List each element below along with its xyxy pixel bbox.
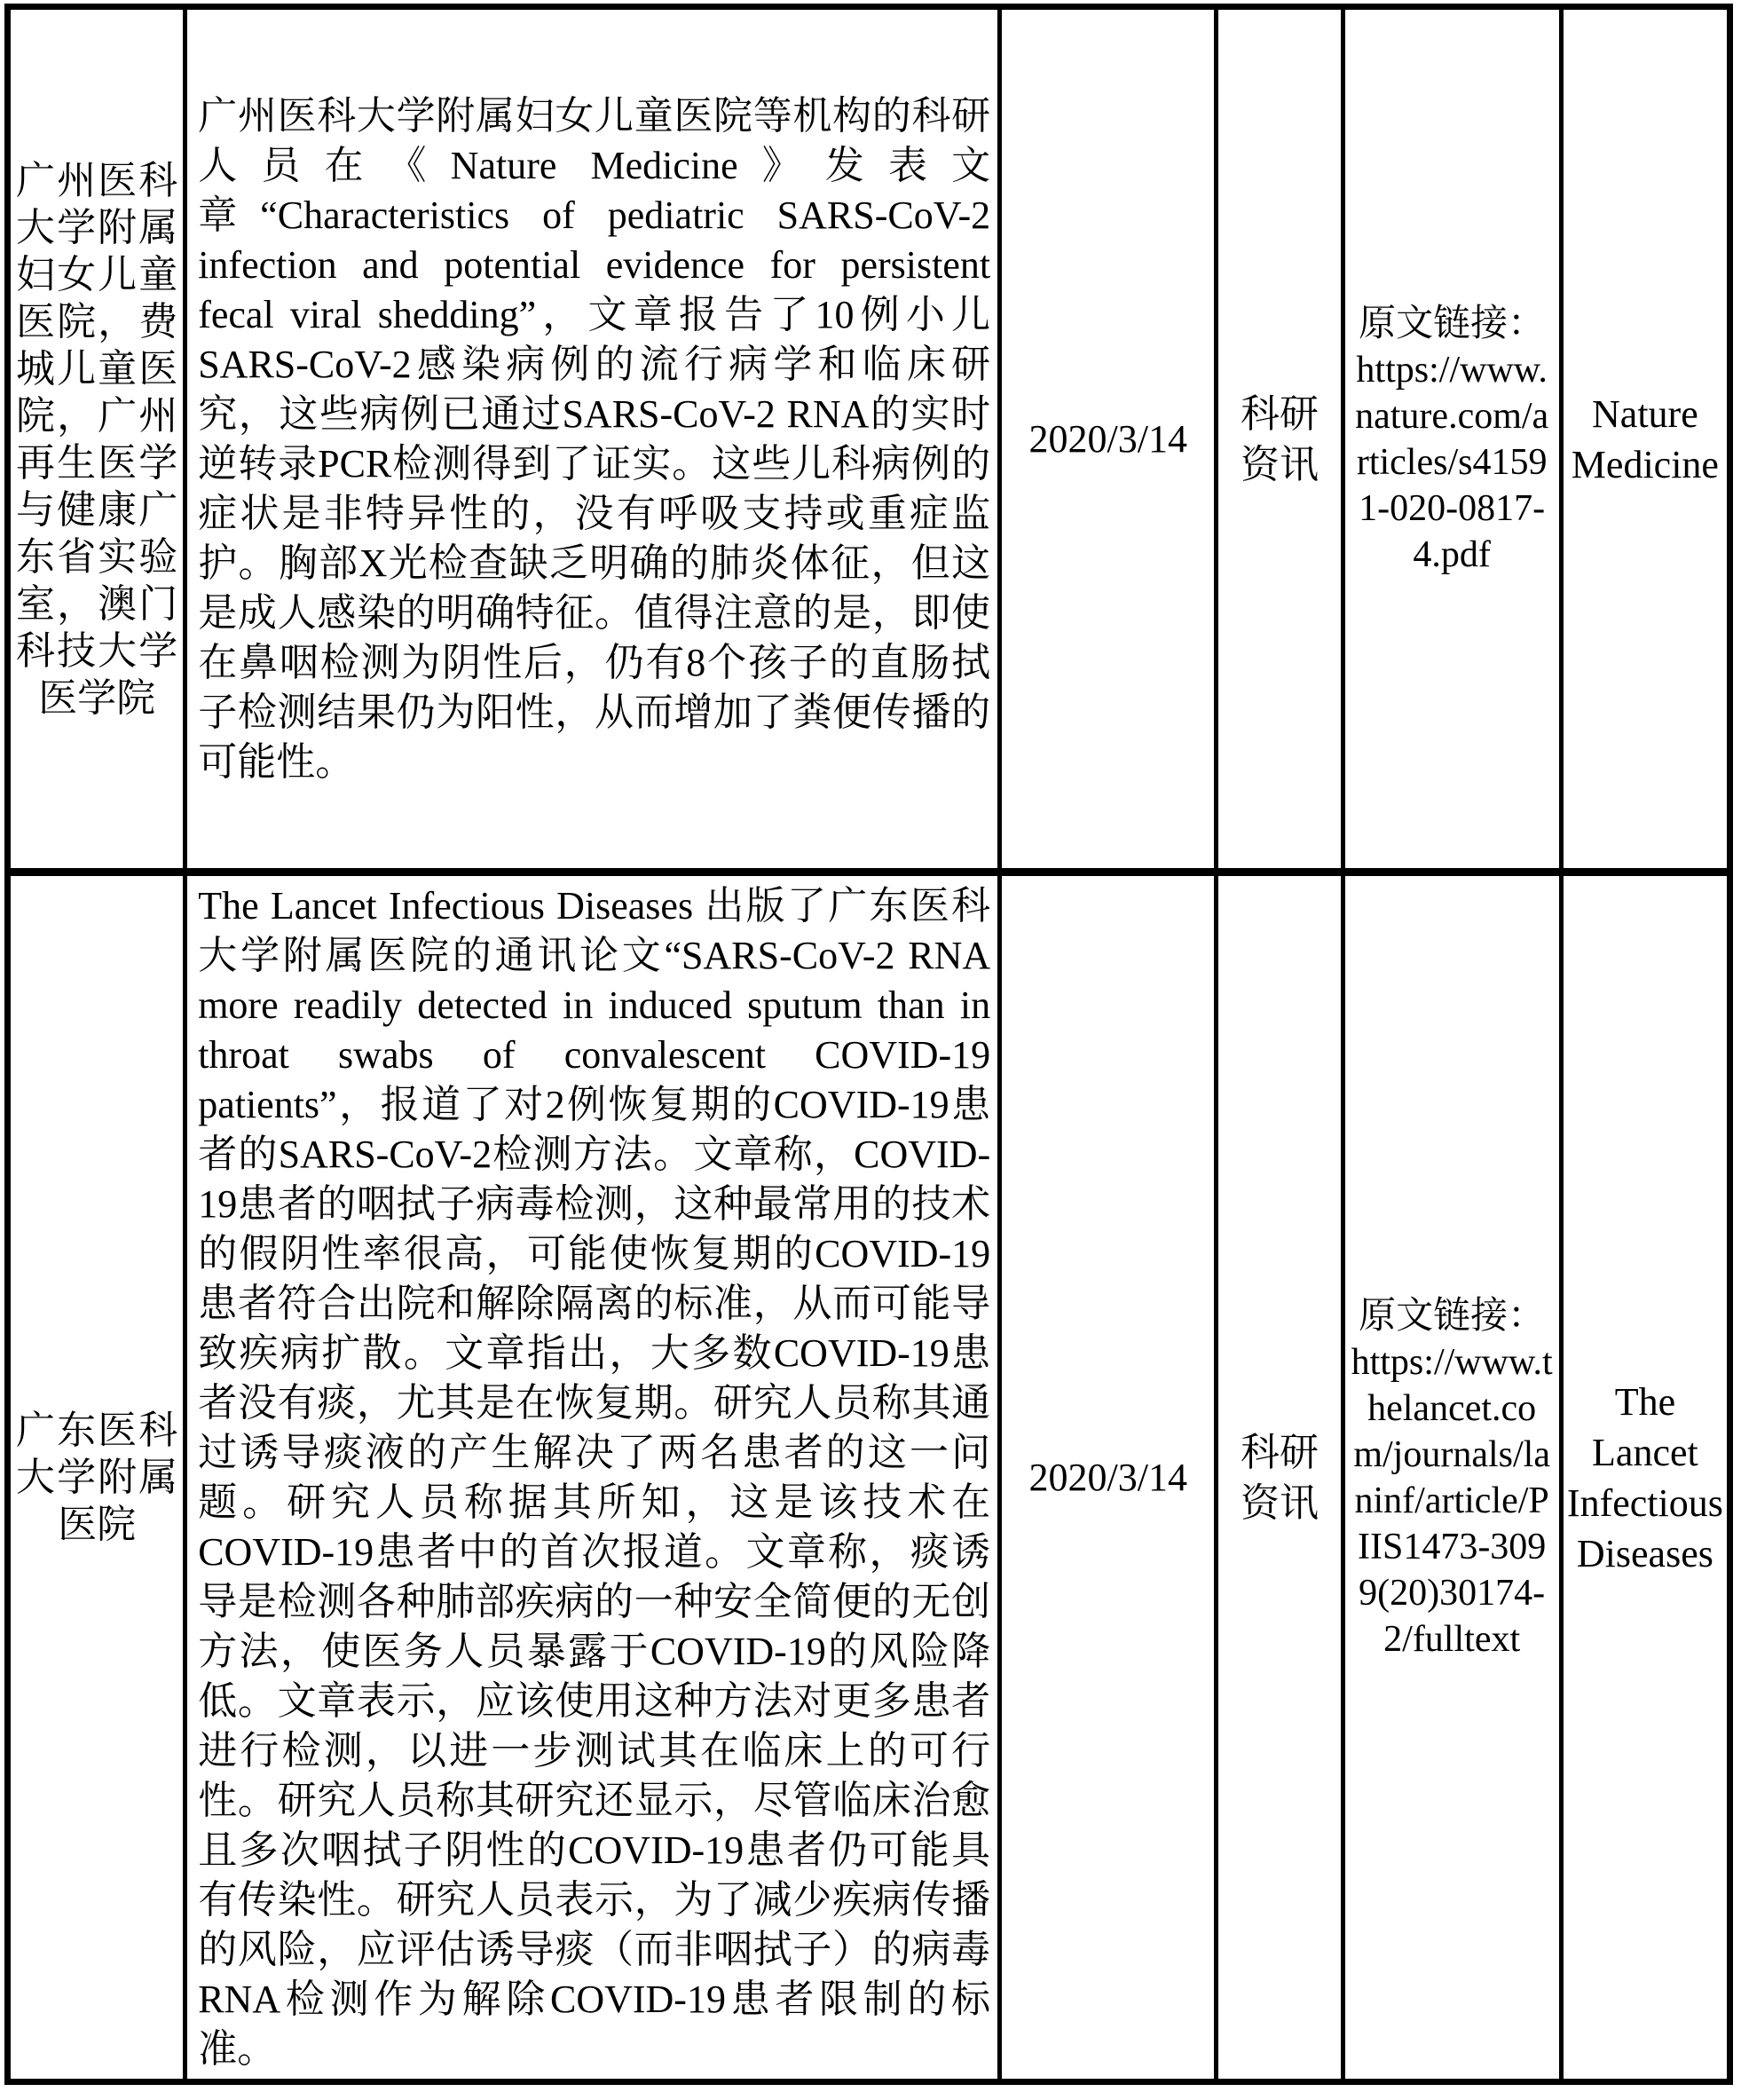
publications-table xyxy=(4,4,1733,2085)
journal-cell: Nature Medicine xyxy=(1561,7,1729,872)
institution-cell: 广东医科大学附属医院 xyxy=(8,872,185,2082)
date-cell: 2020/3/14 xyxy=(1000,7,1217,872)
description-cell: The Lancet Infectious Diseases 出版了广东医科大学附属医院的通讯论文“SARS-CoV-2 RNA more readily detected in induced sputum than in throat swabs of convalescent COVID-19 patients”，报道了对2例恢复期的COVID-19患者的SARS-CoV-2检测方法。文章称，COVID-19患者的咽拭子病毒检测，这种最常用的技术的假阴性率很高，可能使恢复期的COVID-19患者符合出院和解除隔离的标准，从而可能导致疾病扩散。文章指出，大多数COVID-19患者没有痰，尤其是在恢复期。研究人员称其通过诱导痰液的产生解决了两名患者的这一问题。研究人员称据其所知，这是该技术在COVID-19患者中的首次报道。文章称，痰诱导是检测各种肺部疾病的一种安全简便的无创方法，使医务人员暴露于COVID-19的风险降低。文章表示，应该使用这种方法对更多患者进行检测，以进一步测试其在临床上的可行性。研究人员称其研究还显示，尽管临床治愈且多次咽拭子阴性的COVID-19患者仍可能具有传染性。研究人员表示，为了减少疾病传播的风险，应评估诱导痰（而非咽拭子）的病毒RNA检测作为解除COVID-19患者限制的标准。 xyxy=(185,872,1000,2082)
institution-cell: 广州医科大学附属妇女儿童医院，费城儿童医院，广州再生医学与健康广东省实验室，澳门科技大学医学院 xyxy=(8,7,185,872)
description-cell: 广州医科大学附属妇女儿童医院等机构的科研人员在《Nature Medicine》发表文章“Characteristics of pediatric SARS-CoV-2 infection and potential evidence for persistent fecal viral shedding”，文章报告了10例小儿SARS-CoV-2感染病例的流行病学和临床研究，这些病例已通过SARS-CoV-2 RNA的实时逆转录PCR检测得到了证实。这些儿科病例的症状是非特异性的，没有呼吸支持或重症监护。胸部X光检查缺乏明确的肺炎体征，但这是成人感染的明确特征。值得注意的是，即使在鼻咽检测为阴性后，仍有8个孩子的直肠拭子检测结果仍为阳性，从而增加了粪便传播的可能性。 xyxy=(185,7,1000,872)
link-label: 原文链接： xyxy=(1359,303,1546,344)
link-url: https://www.nature.com/articles/s41591-020-0817-4.pdf xyxy=(1355,349,1549,575)
link-cell xyxy=(1343,7,1561,872)
category-cell: 科研资讯 xyxy=(1217,872,1343,2082)
table-row xyxy=(8,872,1730,2082)
date-cell: 2020/3/14 xyxy=(1000,872,1217,2082)
link-label: 原文链接： xyxy=(1359,1295,1546,1337)
link-cell xyxy=(1343,872,1561,2082)
link-url: https://www.thelancet.com/journals/laninf/article/PIIS1473-3099(20)30174-2/fulltext xyxy=(1351,1341,1553,1660)
category-cell: 科研资讯 xyxy=(1217,7,1343,872)
table-row xyxy=(8,7,1730,872)
journal-cell: The Lancet Infectious Diseases xyxy=(1561,872,1729,2082)
